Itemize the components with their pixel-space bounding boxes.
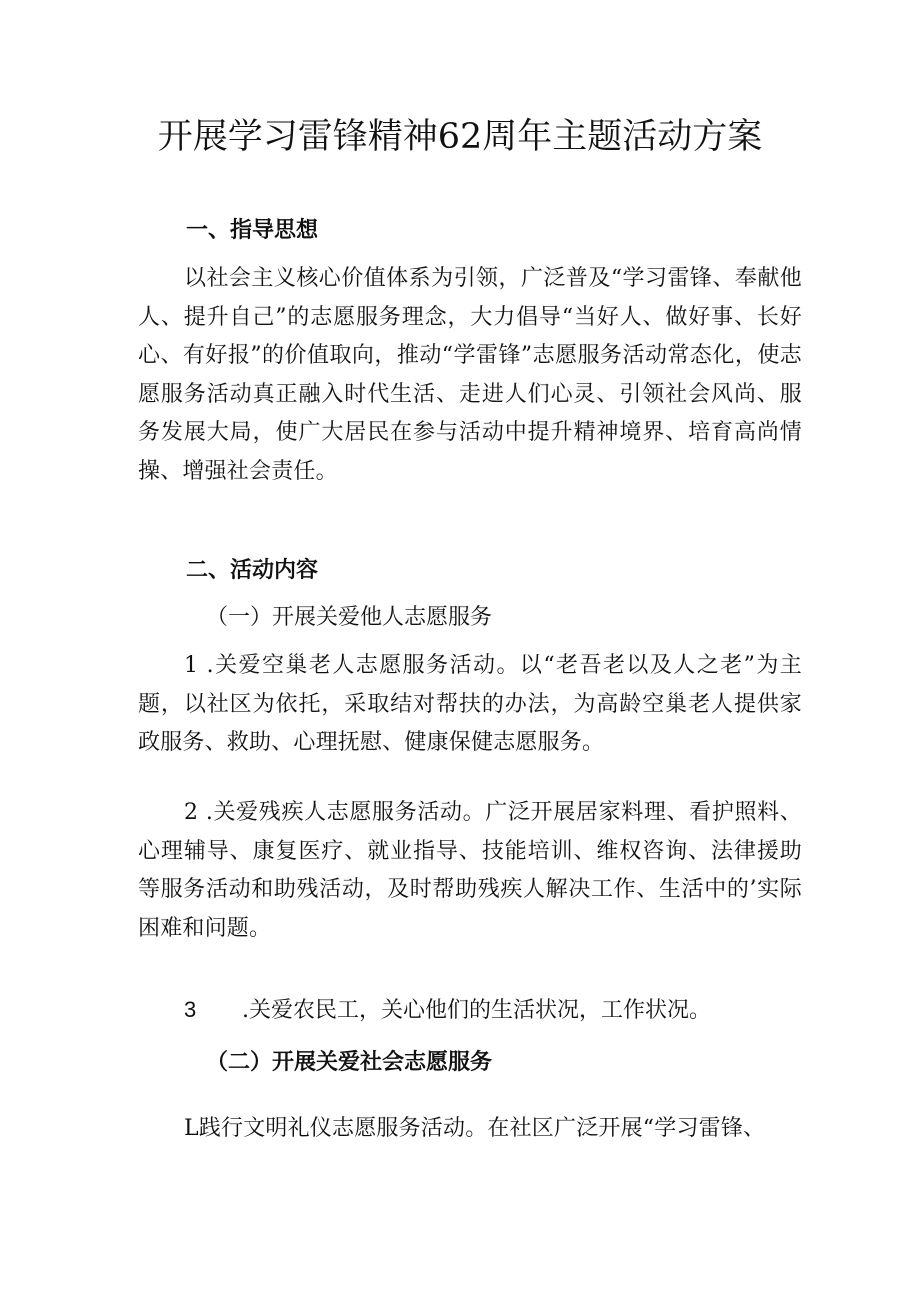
subheading-care-for-others: （一）开展关爱他人志愿服务 — [206, 605, 493, 630]
section-heading-activity-content: 二、活动内容 — [186, 558, 319, 583]
list-item-disabled-persons: 2 .关爱残疾人志愿服务活动。广泛开展居家料理、看护照料、心理辅导、康复医疗、就业指导、技能培训、维权咨询、法律援助等服务活动和助残活动，及时帮助残疾人解决工作、生活中的’实际困难和问题。 — [138, 800, 802, 941]
section-heading-guiding-ideology: 一、指导思想 — [186, 218, 319, 243]
subheading-care-for-society: （二）开展关爱社会志愿服务 — [206, 1050, 493, 1075]
list-item-number: 3 — [184, 997, 197, 1022]
list-item-text: .关爱农民工，关心他们的生活状况，工作状况。 — [242, 998, 711, 1023]
document-title: 开展学习雷锋精神62周年主题活动方案 — [157, 117, 763, 157]
list-item-migrant-workers — [184, 991, 711, 1030]
list-item-empty-nest-elderly: 1 .关爱空巢老人志愿服务活动。以“老吾老以及人之老”为主题，以社区为依托，采取结对帮扶的办法，为高龄空巢老人提供家政服务、救助、心理抚慰、健康保健志愿服务。 — [138, 653, 802, 755]
paragraph-guiding-ideology: 以社会主义核心价值体系为引领，广泛普及“学习雷锋、奉献他人、提升自己”的志愿服务理念，大力倡导“当好人、做好事、长好心、有好报”的价值取向，推动“学雷锋”志愿服务活动常态化，使志愿服务活动真正融入时代生活、走进人们心灵、引领社会风尚、服务发展大局，使广大居民在参与活动中提升精神境界、培育高尚情操、增强社会责任。 — [138, 266, 802, 484]
list-item-civility-etiquette: L践行文明礼仪志愿服务活动。在社区广泛开展“学习雷锋、 — [184, 1116, 766, 1141]
